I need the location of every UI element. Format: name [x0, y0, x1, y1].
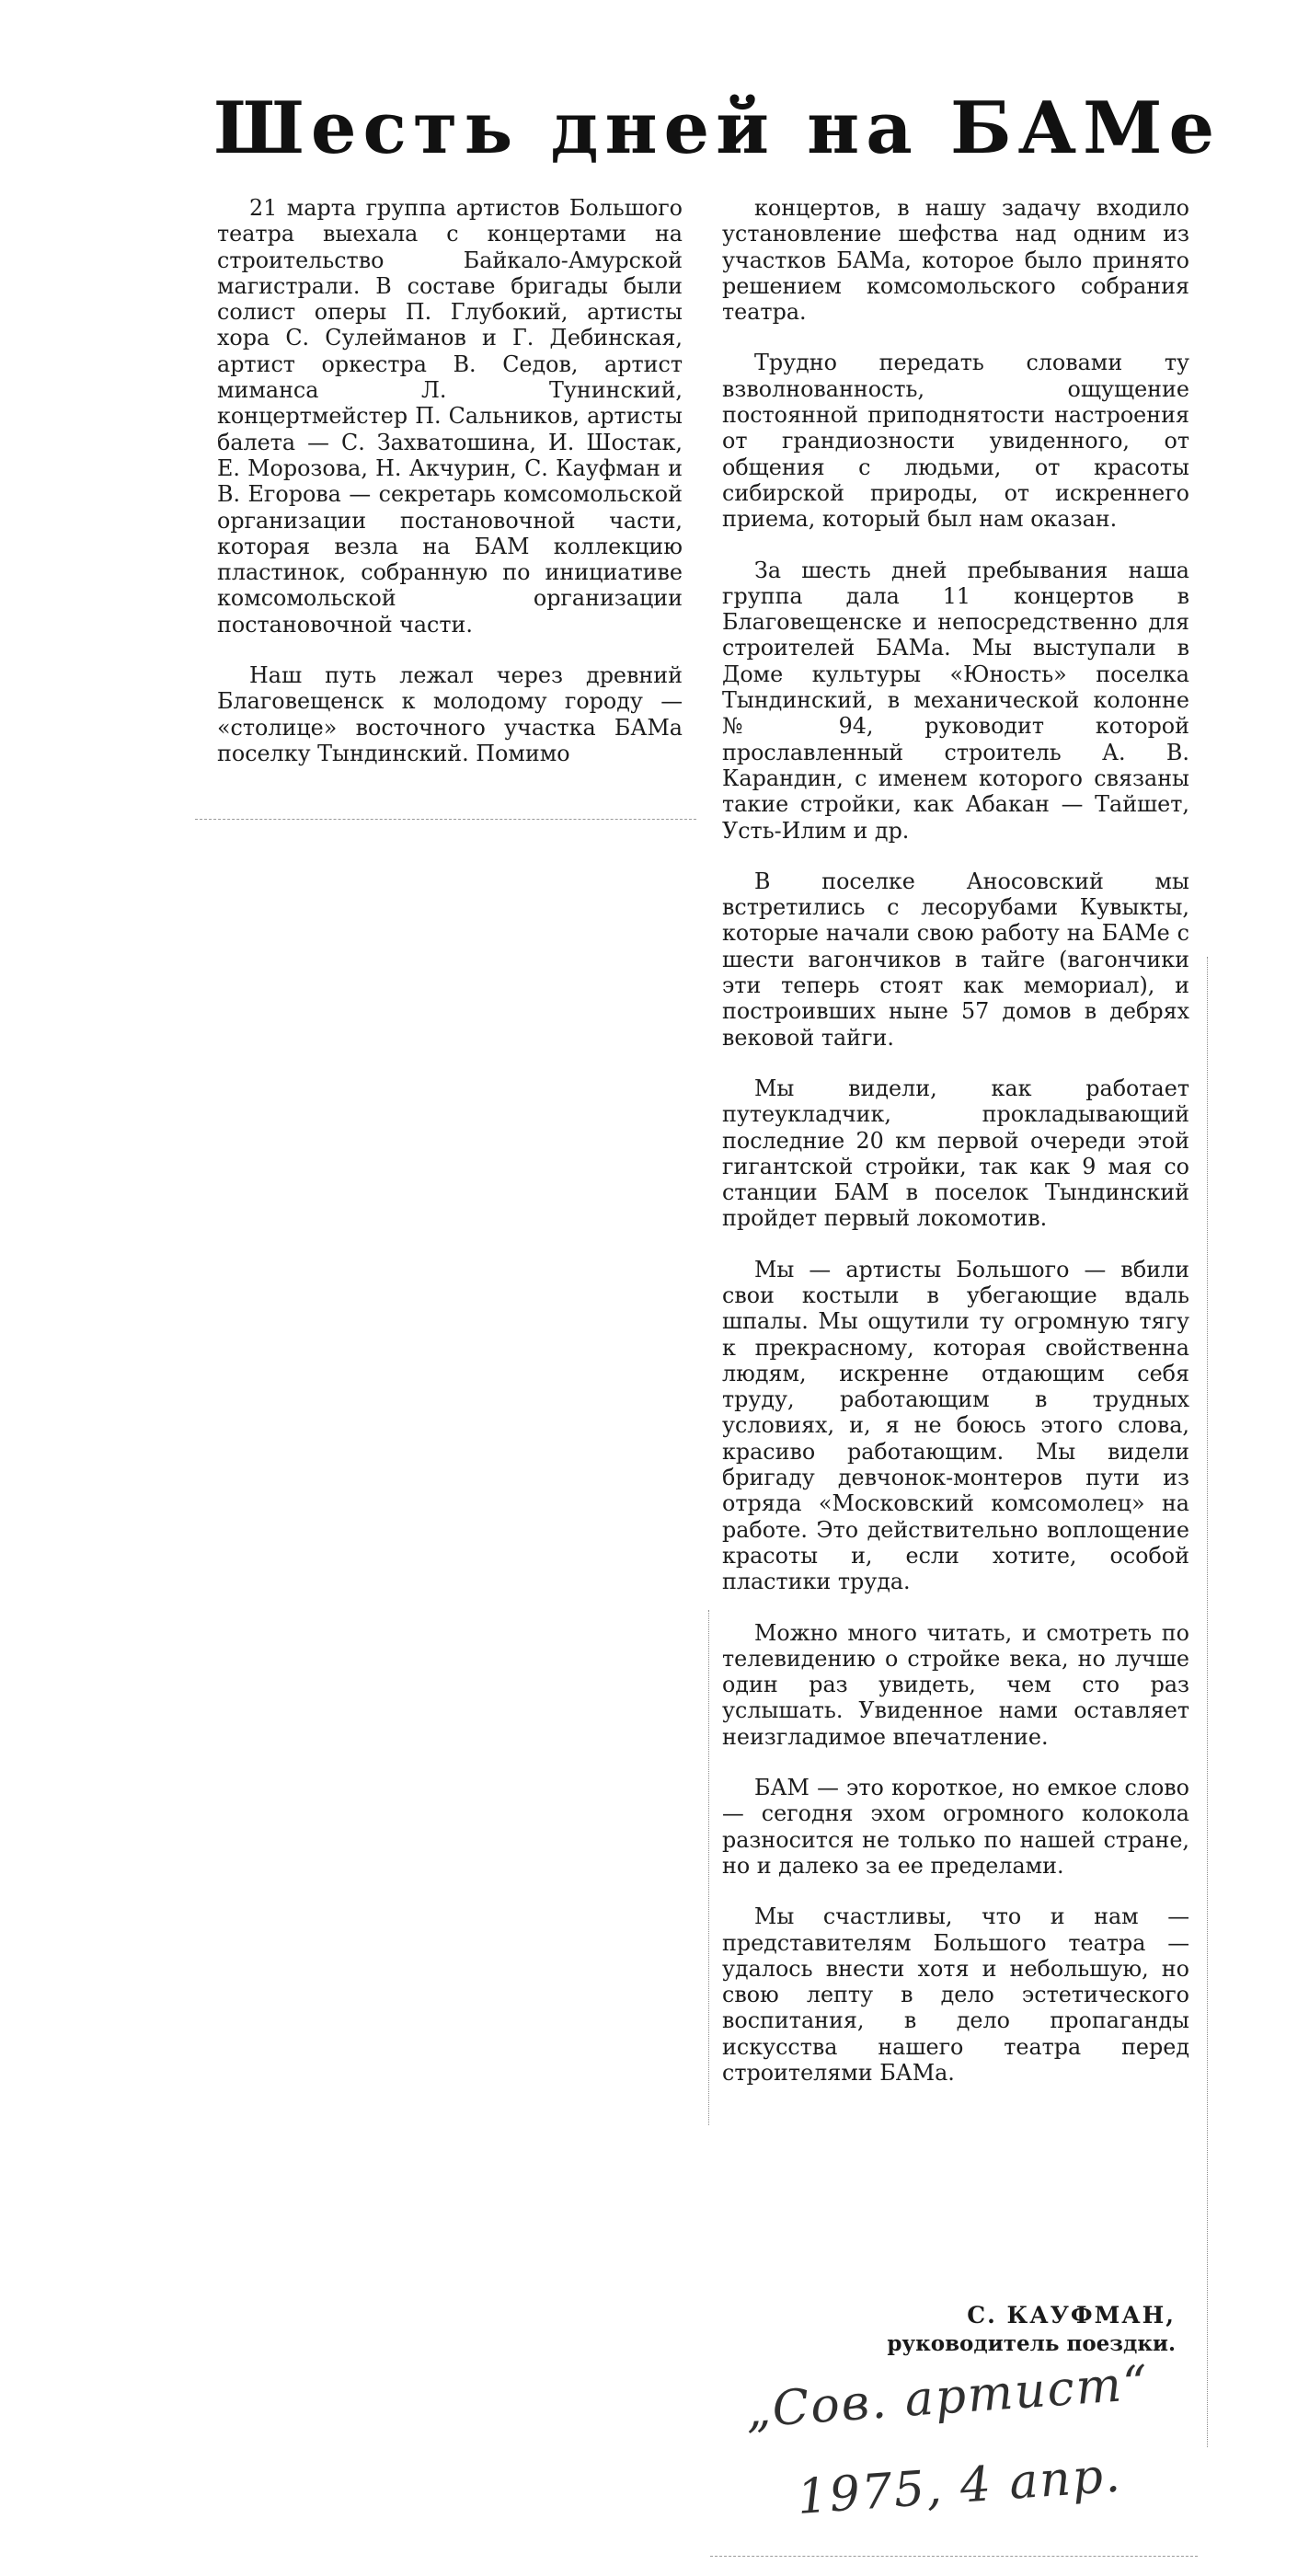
article-paragraph: Мы видели, как работает путеукладчик, прокладывающий последние 20 км первой очереди этой гигантской стройки, так как 9 мая со станции БАМ в поселок Тындинский пройдет первый локомотив. [722, 1075, 1189, 1232]
handwritten-note-line2: 1975, 4 апр. [795, 2447, 1124, 2525]
right-edge-cut-line [1207, 957, 1208, 2447]
article-paragraph: Мы счастливы, что и нам — представителям Большого театра — удалось внести хотя и небольшую, но свою лепту в дело эстетического воспитания, в дело пропаганды искусства нашего театра перед строителями БАМа. [722, 1903, 1189, 2086]
article-headline: Шесть дней на БАМе [213, 86, 1222, 170]
article-right-column [722, 195, 1189, 2086]
author-name: С. КАУФМАН, [967, 2302, 1176, 2329]
bottom-cut-line [710, 2556, 1198, 2557]
article-signature [719, 2300, 1176, 2358]
column-cut-line [195, 819, 696, 820]
author-role: руководитель поездки. [887, 2331, 1176, 2356]
article-paragraph: В поселке Аносовский мы встретились с лесорубами Кувыкты, которые начали свою работу на БАМе с шести вагончиков в тайге (вагончики эти теперь стоят как мемориал), и построивших ныне 57 домов в дебрях вековой тайги. [722, 868, 1189, 1051]
article-paragraph: Можно много читать, и смотреть по телевидению о стройке века, но лучше один раз увидеть, чем сто раз услышать. Увиденное нами оставляет неизгладимое впечатление. [722, 1619, 1189, 1750]
article-paragraph: Трудно передать словами ту взволнованность, ощущение постоянной приподнятости настроения от грандиозности увиденного, от общения с людьми, от красоты сибирской природы, от искреннего приема, который был нам оказан. [722, 350, 1189, 533]
article-paragraph: 21 марта группа артистов Большого театра выехала с концертами на строительство Байкало-Амурской магистрали. В составе бригады были солист оперы П. Глубокий, артисты хора С. Сулейманов и Г. Дебинская, артист оркестра В. Седов, артист миманса Л. Тунинский, концертмейстер П. Сальников, артисты балета — С. Захватошина, И. Шостак, Е. Морозова, Н. Акчурин, С. Кауфман и В. Егорова — секретарь комсомольской организации постановочной части, которая везла на БАМ коллекцию пластинок, собранную по инициативе комсомольской организации постановочной части. [217, 195, 683, 638]
article-paragraph: За шесть дней пребывания наша группа дала 11 концертов в Благовещенске и непосредственно для строителей БАМа. Мы выступали в Доме культуры «Юность» поселка Тындинский, в механической колонне № 94, руководит которой прославленный строитель А. В. Карандин, с именем которого связаны такие стройки, как Абакан — Тайшет, Усть-Илим и др. [722, 557, 1189, 844]
article-paragraph: Мы — артисты Большого — вбили свои костыли в убегающие вдаль шпалы. Мы ощутили ту огромную тягу к прекрасному, которая свойственна людям, искренне отдающим себя труду, работающим в трудных условиях, и, я не боюсь этого слова, красиво работающим. Мы видели бригаду девчонок-монтеров пути из отряда «Московский комсомолец» на работе. Это действительно воплощение красоты и, если хотите, особой пластики труда. [722, 1256, 1189, 1595]
handwritten-note-line1: „Сов. артист“ [743, 2355, 1152, 2439]
article-paragraph: БАМ — это короткое, но емкое слово — сегодня эхом огромного колокола разносится не только по нашей стране, но и далеко за ее пределами. [722, 1775, 1189, 1879]
article-left-column [217, 195, 683, 766]
left-edge-cut-line [708, 1610, 709, 2125]
article-paragraph: концертов, в нашу задачу входило установление шефства над одним из участков БАМа, которое было принято решением комсомольского собрания театра. [722, 195, 1189, 326]
article-paragraph: Наш путь лежал через древний Благовещенск к молодому городу — «столице» восточного участка БАМа поселку Тындинский. Помимо [217, 662, 683, 766]
